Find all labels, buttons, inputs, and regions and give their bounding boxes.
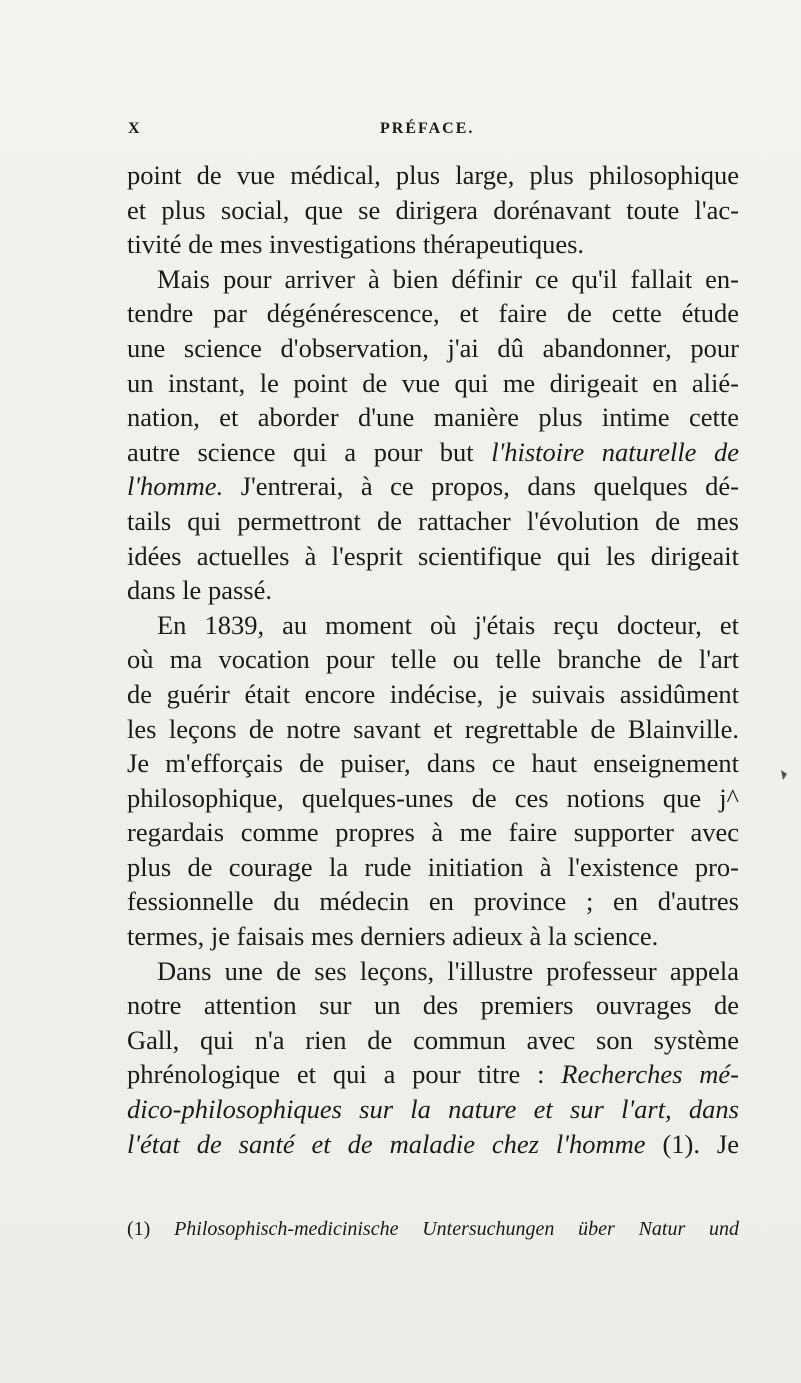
text-line: tivité de mes investigations thérapeutiques. [127,229,585,260]
text-line: regardais comme propres à me faire supporter avec [127,817,739,848]
text-line: termes, je faisais mes derniers adieux à la science. [127,921,659,952]
text-line: point de vue médical, plus large, plus philosophique [127,160,739,190]
text-line: Mais pour arriver à bien définir ce qu'il fallait en- [157,263,739,294]
body-text [127,158,739,1161]
text-line: dans le passé. [127,575,272,606]
footnote-marker: (1) [127,1218,175,1240]
text-line: tendre par dégénérescence, et faire de cette étude [127,298,739,329]
text-line: Dans une de ses leçons, l'illustre professeur appela [157,955,739,986]
text-line: plus de courage la rude initiation à l'existence pro- [127,851,739,882]
italic-title: l'état de santé et de maladie chez l'homme [127,1128,646,1159]
italic-title: Recherches mé- [561,1059,739,1090]
footnote [127,1216,739,1242]
text-line: En 1839, au moment où j'étais reçu docteur, et [157,609,739,640]
text-line: de guérir était encore indécise, je suivais assidûment [127,678,739,709]
text-segment: autre science qui a pour but [127,436,492,467]
text-line: Je m'efforçais de puiser, dans ce haut enseignement [127,748,739,779]
italic-title: l'histoire naturelle de [491,436,739,467]
text-segment: phrénologique et qui a pour titre : [127,1059,562,1090]
text-line: nation, et aborder d'une manière plus intime cette [127,402,739,433]
page-number: X [128,120,141,137]
text-line [127,1057,739,1092]
running-head: PRÉFACE. [380,120,475,137]
text-line: et plus social, que se dirigera dorénavant toute l'ac- [127,194,739,225]
text-line: tails qui permettront de rattacher l'évolution de mes [127,505,739,536]
text-line: les leçons de notre savant et regrettable de Blainville. [127,713,739,744]
italic-title: l'homme. [127,471,224,502]
text-line: un instant, le point de vue qui me dirigeait en alié- [127,367,739,398]
text-line [127,469,739,504]
text-segment: J'entrerai, à ce propos, dans quelques dé- [223,471,739,502]
text-line [127,435,739,470]
margin-speck-mark [777,760,801,800]
page-header [0,120,801,144]
italic-title-line: dico-philosophiques sur la nature et sur l'art, dans [127,1094,739,1125]
text-segment: (1). Je [645,1128,739,1159]
footnote-text: Philosophisch-medicinische Untersuchungen über Natur und [174,1218,739,1240]
text-line: fessionnelle du médecin en province ; en d'autres [127,886,739,917]
text-line: où ma vocation pour telle ou telle branche de l'art [127,644,739,675]
text-line: Gall, qui n'a rien de commun avec son système [127,1024,739,1055]
text-line: philosophique, quelques-unes de ces notions que j^ [127,782,739,813]
text-line: idées actuelles à l'esprit scientifique qui les dirigeait [127,540,739,571]
text-line: notre attention sur un des premiers ouvrages de [127,990,739,1021]
text-line [127,1127,739,1162]
text-line: une science d'observation, j'ai dû abandonner, pour [127,332,739,363]
